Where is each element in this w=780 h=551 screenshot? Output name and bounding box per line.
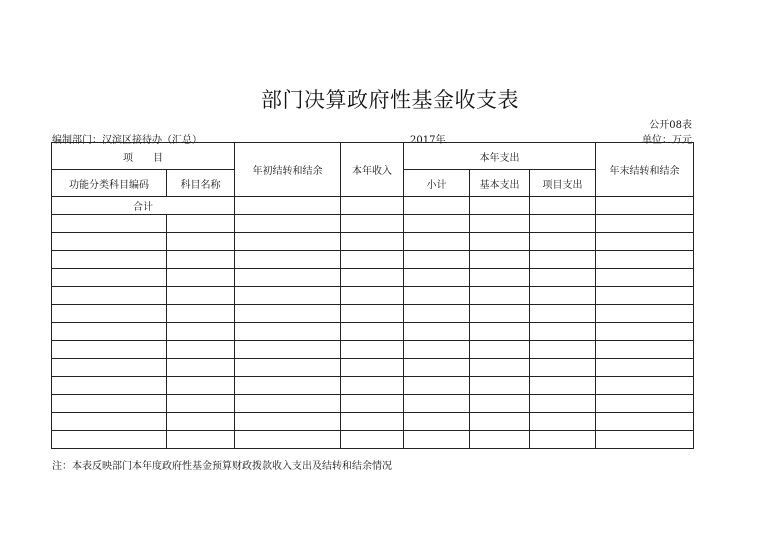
- table-cell: [404, 287, 470, 305]
- header-row-1: [52, 143, 694, 170]
- header-income: 本年收入: [341, 143, 404, 197]
- table-cell: [235, 323, 341, 341]
- table-cell: [235, 359, 341, 377]
- table-cell: [596, 431, 694, 449]
- table-cell: [404, 377, 470, 395]
- table-cell: [404, 233, 470, 251]
- table-cell: [596, 287, 694, 305]
- table-cell: [167, 341, 235, 359]
- table-cell: [341, 233, 404, 251]
- compiling-department: 编制部门：汉滨区接待办（汇总）: [52, 135, 202, 146]
- table-cell: [596, 269, 694, 287]
- table-cell: [470, 431, 530, 449]
- table-row: [52, 305, 694, 323]
- page-title: 部门决算政府性基金收支表: [261, 88, 519, 112]
- table-cell: [530, 287, 596, 305]
- table-cell: [235, 395, 341, 413]
- table-cell: [52, 413, 167, 431]
- total-row: [52, 197, 694, 215]
- table-cell: [235, 305, 341, 323]
- table-cell: [341, 269, 404, 287]
- table-cell: [341, 413, 404, 431]
- table-cell: [470, 377, 530, 395]
- table-cell: [167, 323, 235, 341]
- table-cell: [530, 251, 596, 269]
- table-row: [52, 395, 694, 413]
- table-cell: [167, 269, 235, 287]
- table-cell: [470, 251, 530, 269]
- table-cell: [167, 431, 235, 449]
- table-cell: [235, 233, 341, 251]
- table-cell: [596, 359, 694, 377]
- table-row: [52, 341, 694, 359]
- table-cell: [235, 269, 341, 287]
- table-cell: [167, 215, 235, 233]
- table-cell: [530, 377, 596, 395]
- table-cell: [470, 395, 530, 413]
- table-cell: [52, 377, 167, 395]
- table-cell: [530, 431, 596, 449]
- table-cell: [404, 395, 470, 413]
- table-cell: [530, 305, 596, 323]
- table-cell: [52, 233, 167, 251]
- table-cell: [470, 233, 530, 251]
- table-cell: [530, 395, 596, 413]
- table-cell: [52, 359, 167, 377]
- table-cell: [52, 305, 167, 323]
- table-cell: [341, 197, 404, 215]
- header-basic-expense: 基本支出: [470, 170, 530, 197]
- currency-unit: 单位：万元: [642, 135, 692, 146]
- table-cell: [596, 197, 694, 215]
- total-label: 合计: [52, 197, 235, 215]
- empty-rows: [52, 215, 694, 449]
- table-cell: [341, 305, 404, 323]
- table-cell: [341, 287, 404, 305]
- table-row: [52, 269, 694, 287]
- table-cell: [235, 287, 341, 305]
- report-year: 2017年: [410, 135, 446, 146]
- table-cell: [404, 305, 470, 323]
- table-cell: [167, 413, 235, 431]
- table-cell: [470, 341, 530, 359]
- table-cell: [530, 359, 596, 377]
- table-cell: [596, 233, 694, 251]
- table-cell: [404, 215, 470, 233]
- table-cell: [470, 323, 530, 341]
- table-cell: [404, 359, 470, 377]
- table-cell: [530, 341, 596, 359]
- table-cell: [530, 233, 596, 251]
- table-cell: [235, 215, 341, 233]
- header-subject-name: 科目名称: [167, 170, 235, 197]
- table-cell: [470, 287, 530, 305]
- table-row: [52, 359, 694, 377]
- table-cell: [235, 197, 341, 215]
- table-cell: [341, 377, 404, 395]
- table-row: [52, 413, 694, 431]
- table-cell: [341, 395, 404, 413]
- table-cell: [52, 269, 167, 287]
- table-cell: [404, 197, 470, 215]
- table-cell: [235, 251, 341, 269]
- table-row: [52, 251, 694, 269]
- form-number: 公开08表: [649, 120, 692, 131]
- table-row: [52, 431, 694, 449]
- table-cell: [167, 359, 235, 377]
- table-cell: [470, 413, 530, 431]
- table-cell: [167, 305, 235, 323]
- table-cell: [404, 269, 470, 287]
- table-cell: [52, 431, 167, 449]
- table-cell: [341, 215, 404, 233]
- table-row: [52, 377, 694, 395]
- table-cell: [470, 215, 530, 233]
- table-cell: [596, 395, 694, 413]
- table-cell: [404, 341, 470, 359]
- table-cell: [530, 269, 596, 287]
- table-cell: [470, 305, 530, 323]
- table-cell: [52, 251, 167, 269]
- table-cell: [530, 215, 596, 233]
- table-cell: [52, 323, 167, 341]
- table-cell: [596, 413, 694, 431]
- header-project-expense: 项目支出: [530, 170, 596, 197]
- table-cell: [341, 323, 404, 341]
- table-cell: [470, 359, 530, 377]
- table-cell: [596, 215, 694, 233]
- header-begin-balance: 年初结转和结余: [235, 143, 341, 197]
- table-cell: [530, 323, 596, 341]
- table-cell: [404, 251, 470, 269]
- table-cell: [404, 323, 470, 341]
- table-cell: [404, 413, 470, 431]
- table-cell: [52, 395, 167, 413]
- table-cell: [167, 287, 235, 305]
- table-cell: [167, 251, 235, 269]
- table-cell: [470, 269, 530, 287]
- table-cell: [596, 323, 694, 341]
- table-cell: [235, 377, 341, 395]
- table-cell: [596, 341, 694, 359]
- table-cell: [341, 431, 404, 449]
- table-cell: [530, 413, 596, 431]
- header-subtotal: 小计: [404, 170, 470, 197]
- table-row: [52, 215, 694, 233]
- table-cell: [341, 251, 404, 269]
- table-row: [52, 287, 694, 305]
- table-cell: [404, 431, 470, 449]
- table-cell: [235, 413, 341, 431]
- header-func-code: 功能分类科目编码: [52, 170, 167, 197]
- table-row: [52, 233, 694, 251]
- header-item: 项 目: [52, 143, 235, 170]
- table-note: 注：本表反映部门本年度政府性基金预算财政拨款收入支出及结转和结余情况: [52, 461, 392, 472]
- fund-table: [51, 142, 694, 449]
- table-cell: [235, 341, 341, 359]
- table-cell: [596, 377, 694, 395]
- header-expense: 本年支出: [404, 143, 596, 170]
- table-cell: [52, 287, 167, 305]
- table-cell: [52, 215, 167, 233]
- table-cell: [341, 359, 404, 377]
- table-cell: [167, 395, 235, 413]
- table-cell: [530, 197, 596, 215]
- table-cell: [167, 377, 235, 395]
- table-cell: [52, 341, 167, 359]
- table-cell: [235, 431, 341, 449]
- header-end-balance: 年末结转和结余: [596, 143, 694, 197]
- table-cell: [470, 197, 530, 215]
- table-cell: [341, 341, 404, 359]
- table-cell: [596, 305, 694, 323]
- table-row: [52, 323, 694, 341]
- table-cell: [167, 233, 235, 251]
- table-cell: [596, 251, 694, 269]
